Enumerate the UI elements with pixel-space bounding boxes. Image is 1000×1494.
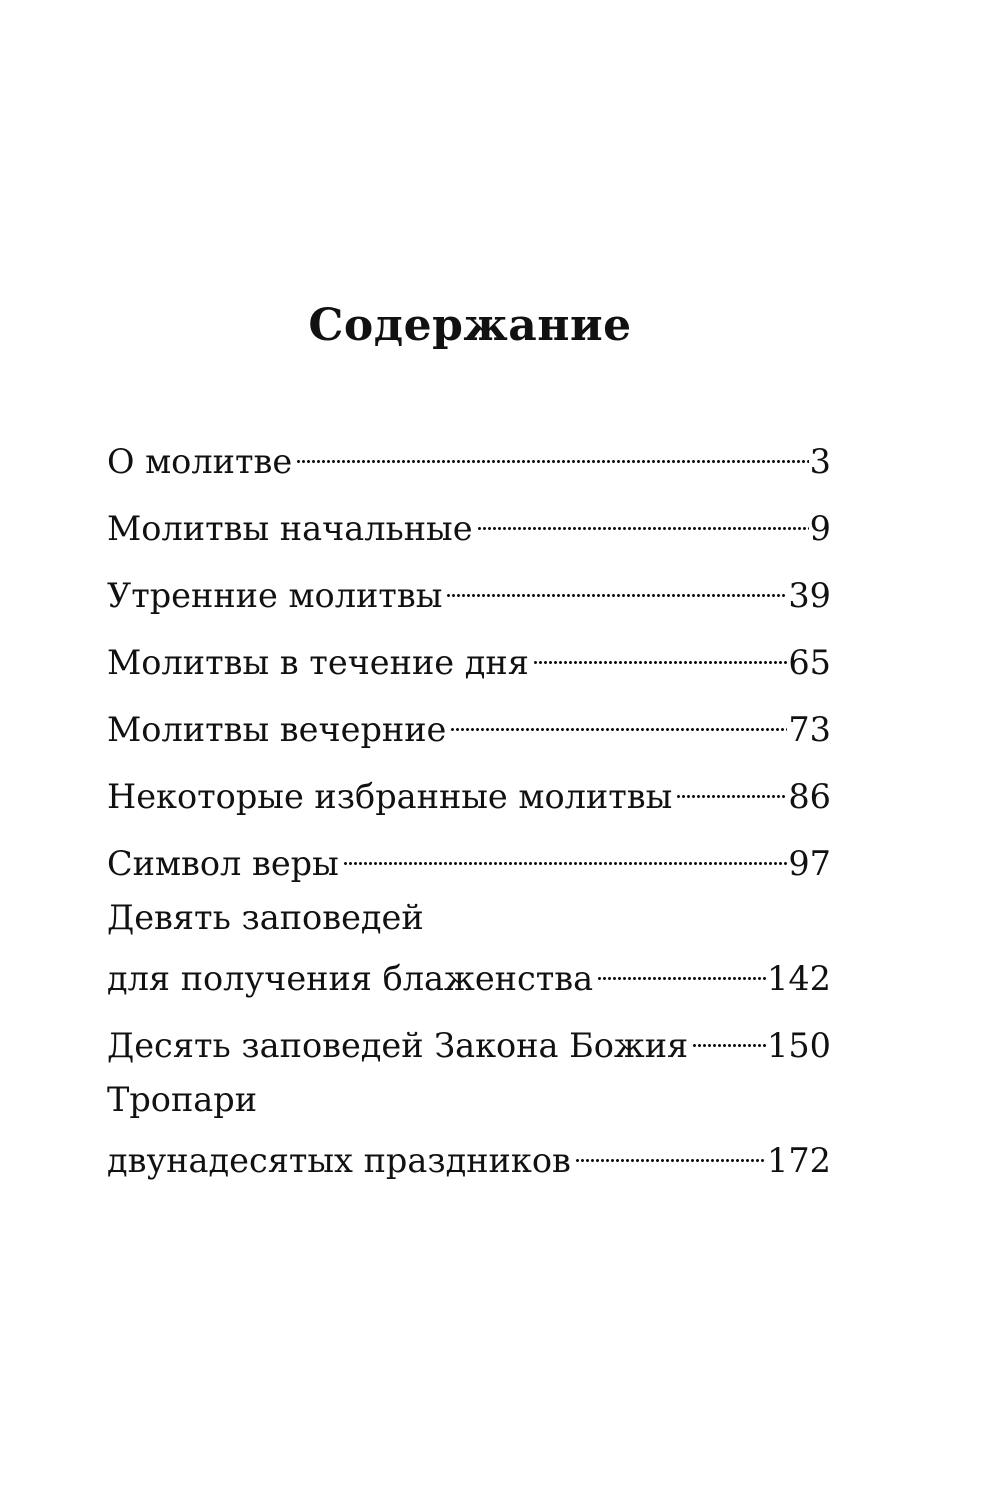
table-of-contents xyxy=(107,425,831,1191)
toc-entry-page: 150 xyxy=(767,1026,831,1065)
dot-leader xyxy=(477,492,809,540)
dot-leader xyxy=(597,942,766,990)
toc-entry-page: 86 xyxy=(788,777,831,816)
dot-leader xyxy=(450,693,787,741)
toc-entry-page: 97 xyxy=(788,844,831,883)
dot-leader xyxy=(533,626,788,674)
toc-entry[interactable] xyxy=(107,760,831,816)
dot-leader xyxy=(296,425,809,473)
toc-entry-page: 142 xyxy=(767,959,831,998)
toc-entry[interactable] xyxy=(107,894,831,998)
toc-entry-title: Молитвы начальные xyxy=(107,509,473,548)
toc-entry[interactable] xyxy=(107,1076,831,1180)
toc-entry-title: Некоторые избранные молитвы xyxy=(107,777,673,816)
toc-entry-title: Символ веры xyxy=(107,844,339,883)
toc-entry-title-line1: Тропари xyxy=(107,1080,258,1119)
toc-entry-title: Утренние молитвы xyxy=(107,576,443,615)
dot-leader xyxy=(692,1009,766,1057)
toc-entry[interactable] xyxy=(107,559,831,615)
toc-entry[interactable] xyxy=(107,492,831,548)
toc-entry-title: Десять заповедей Закона Божия xyxy=(107,1026,689,1065)
dot-leader xyxy=(575,1124,766,1172)
page-title: Содержание xyxy=(308,300,632,351)
toc-entry[interactable] xyxy=(107,1009,831,1065)
dot-leader xyxy=(446,559,787,607)
toc-entry-page: 3 xyxy=(809,442,831,481)
toc-entry-title-line1: Девять заповедей xyxy=(107,898,424,937)
toc-entry-title: Молитвы вечерние xyxy=(107,710,447,749)
toc-entry-title: О молитве xyxy=(107,442,293,481)
toc-entry-page: 172 xyxy=(767,1141,831,1180)
toc-entry-page: 9 xyxy=(809,509,831,548)
toc-entry-page: 73 xyxy=(788,710,831,749)
toc-entry-page: 39 xyxy=(788,576,831,615)
toc-entry-page: 65 xyxy=(788,643,831,682)
dot-leader xyxy=(676,760,787,808)
toc-entry-title: двунадесятых праздников xyxy=(107,1141,571,1180)
toc-entry[interactable] xyxy=(107,693,831,749)
toc-entry[interactable] xyxy=(107,626,831,682)
toc-entry-title: для получения блаженства xyxy=(107,959,594,998)
toc-entry[interactable] xyxy=(107,827,831,883)
toc-entry-title: Молитвы в течение дня xyxy=(107,643,529,682)
dot-leader xyxy=(343,827,788,875)
toc-entry[interactable] xyxy=(107,425,831,481)
